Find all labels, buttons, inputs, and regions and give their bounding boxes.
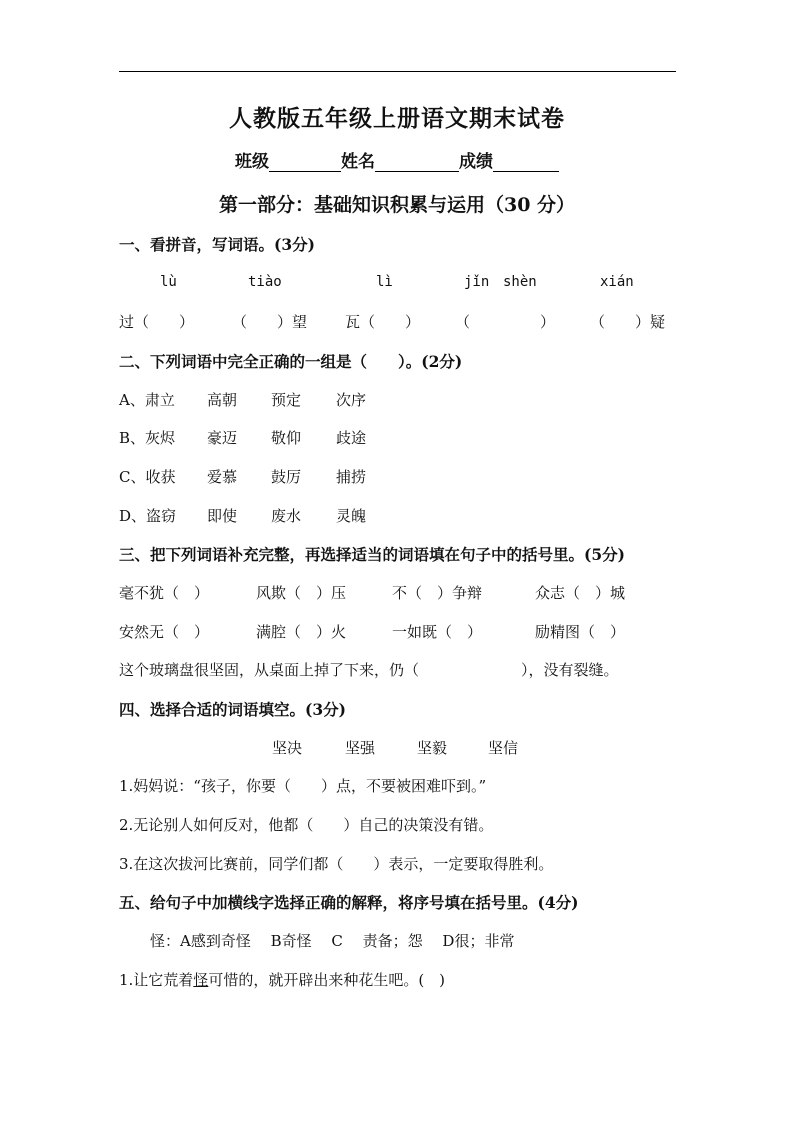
q3-idiom-1: 毫不犹（ ） [119,584,210,602]
q4-choice-3: 坚毅 [417,739,448,757]
student-info-line [0,147,794,172]
q2-option-d: D、盗窃 [119,507,177,525]
q5-char: 怪 [150,932,166,950]
q5-options: ：A感到奇怪 B奇怪 C 责备；怨 D很；非常 [165,932,515,950]
q2-option-c: C、收获 [119,468,176,486]
q2-option-b-word-2: 豪迈 [207,429,238,447]
q2-option-a: A、肃立 [119,391,175,409]
page-title: 人教版五年级上册语文期末试卷 [229,105,565,132]
q1-item-5: （ ）疑 [590,313,666,331]
part-one-title: 第一部分：基础知识积累与运用（30 分） [218,194,576,216]
q5-underlined-char: 怪 [193,971,209,989]
q3-idiom-5: 安然无（ ） [119,623,210,641]
q4-sentence-2: 2.无论别人如何反对，他都（ ）自己的决策没有错。 [119,816,494,834]
q5-s1-post: 可惜的，就开辟出来种花生吧。( ) [208,971,446,989]
q3-idiom-3: 不（ ）争辩 [392,584,483,602]
q1-item-3: 瓦（ ） [345,313,421,331]
pinyin-5: shèn [503,274,537,290]
score-blank[interactable] [493,153,559,172]
q2-option-d-word-3: 废水 [271,507,302,525]
top-rule [119,71,676,72]
q2-option-d-word-4: 灵魄 [336,507,367,525]
class-label: 班级 [235,152,269,172]
q2-option-b-word-4: 歧途 [336,429,367,447]
q2-heading: 二、下列词语中完全正确的一组是（ ）。(2分) [119,352,463,371]
q4-sentence-1: 1.妈妈说：“孩子，你要（ ）点，不要被困难吓到。” [119,777,487,795]
q2-option-d-word-2: 即使 [207,507,238,525]
q5-definitions [150,930,514,951]
q4-choice-2: 坚强 [345,739,376,757]
q2-option-a-word-3: 预定 [271,391,302,409]
pinyin-3: lì [376,274,393,290]
pinyin-6: xián [600,274,634,290]
q4-heading: 四、选择合适的词语填空。(3分) [119,700,346,719]
q1-item-4-close: ） [540,313,556,331]
q2-option-c-word-3: 鼓厉 [271,468,302,486]
q3-idiom-4: 众志（ ）城 [535,584,626,602]
q4-choice-4: 坚信 [488,739,519,757]
q3-sentence-end: ），没有裂缝。 [521,661,619,679]
q5-sentence-1 [119,969,445,990]
q2-option-a-word-2: 高朝 [207,391,238,409]
pinyin-1: lù [160,274,177,290]
q3-idiom-2: 风欺（ ）压 [256,584,347,602]
q1-item-1: 过（ ） [119,313,195,331]
q2-option-b-word-3: 敬仰 [271,429,302,447]
q3-idiom-7: 一如既（ ） [392,623,483,641]
q4-choice-1: 坚决 [272,739,303,757]
class-blank[interactable] [269,153,341,172]
q3-idiom-6: 满腔（ ）火 [256,623,347,641]
q5-heading: 五、给句子中加横线字选择正确的解释，将序号填在括号里。(4分) [119,893,579,912]
q3-sentence-start: 这个玻璃盘很坚固，从桌面上掉了下来，仍（ [119,661,420,679]
q2-option-a-word-4: 次序 [336,391,367,409]
pinyin-4: jǐn [464,274,490,290]
q1-item-4-open: （ [455,313,471,331]
name-label: 姓名 [341,152,375,172]
q5-s1-pre: 1.让它荒着 [119,971,194,989]
score-label: 成绩 [459,152,493,172]
name-blank[interactable] [375,153,459,172]
q4-sentence-3: 3.在这次拔河比赛前，同学们都（ ）表示，一定要取得胜利。 [119,855,554,873]
q2-option-c-word-4: 捕捞 [336,468,367,486]
q2-option-c-word-2: 爱慕 [207,468,238,486]
q1-heading: 一、看拼音，写词语。(3分) [119,235,315,254]
q3-heading: 三、把下列词语补充完整，再选择适当的词语填在句子中的括号里。(5分) [119,545,625,564]
q1-item-2: （ ）望 [232,313,308,331]
q3-idiom-8: 励精图（ ） [535,623,626,641]
pinyin-2: tiào [248,274,282,290]
q2-option-b: B、灰烬 [119,429,176,447]
